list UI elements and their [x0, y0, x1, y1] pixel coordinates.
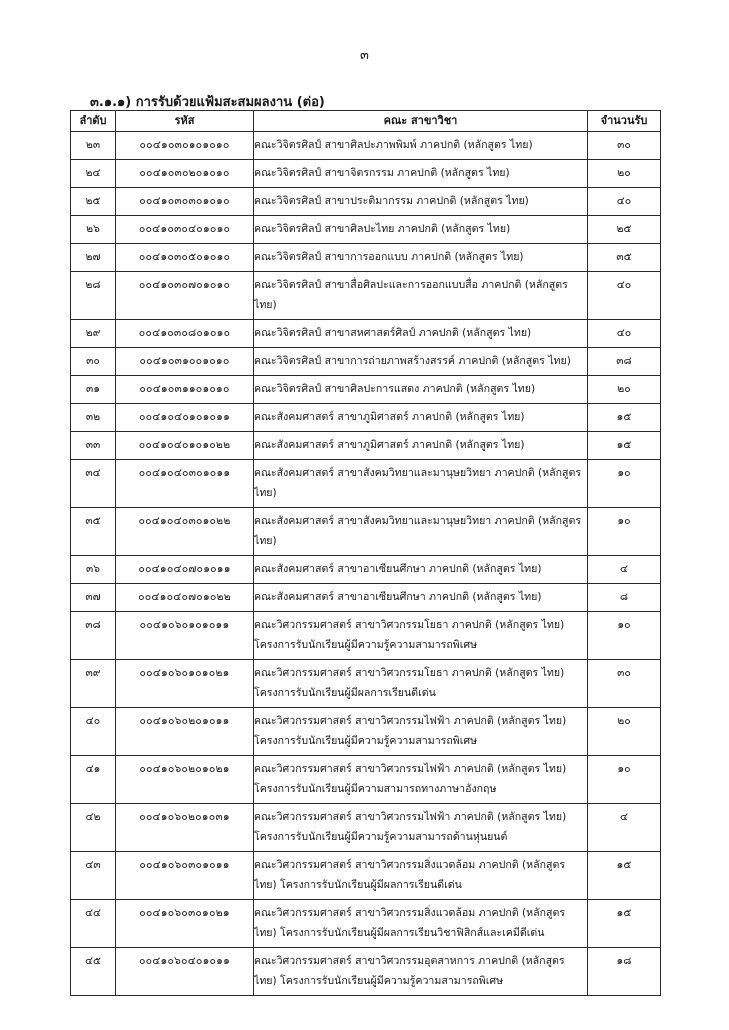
table-row: [71, 272, 661, 320]
row-code: ๐๐๔๑๐๓๐๕๐๑๐๑๐: [116, 244, 254, 272]
row-code: ๐๐๔๑๐๔๐๗๐๑๐๑๑: [116, 556, 254, 584]
row-sequence: ๔๓: [71, 852, 116, 900]
table-row: [71, 432, 661, 460]
table-row: [71, 348, 661, 376]
row-sequence: ๓๘: [71, 612, 116, 660]
row-code: ๐๐๔๑๐๓๑๑๐๑๐๑๐: [116, 376, 254, 404]
row-sequence: ๓๕: [71, 508, 116, 556]
table-row: [71, 320, 661, 348]
admission-table: [70, 110, 661, 996]
row-admission-count: ๒๐: [588, 708, 661, 756]
row-admission-count: ๑๕: [588, 432, 661, 460]
header-faculty-major: คณะ สาขาวิชา: [254, 111, 588, 132]
table-row: [71, 160, 661, 188]
row-sequence: ๒๙: [71, 320, 116, 348]
row-admission-count: ๑๐: [588, 508, 661, 556]
row-code: ๐๐๔๑๐๔๐๓๐๑๐๑๑: [116, 460, 254, 508]
row-faculty-major: คณะวิศวกรรมศาสตร์ สาขาวิศวกรรมโยธา ภาคปกติ (หลักสูตร ไทย) โครงการรับนักเรียนผู้มีผลการเรียนดีเด่น: [254, 660, 588, 708]
row-code: ๐๐๔๑๐๖๐๒๐๑๐๒๑: [116, 756, 254, 804]
row-faculty-major: คณะวิศวกรรมศาสตร์ สาขาวิศวกรรมไฟฟ้า ภาคปกติ (หลักสูตร ไทย) โครงการรับนักเรียนผู้มีความสามารถทางภาษาอังกฤษ: [254, 756, 588, 804]
table-row: [71, 216, 661, 244]
row-faculty-major: คณะวิจิตรศิลป์ สาขาประติมากรรม ภาคปกติ (หลักสูตร ไทย): [254, 188, 588, 216]
row-sequence: ๓๒: [71, 404, 116, 432]
table-row: [71, 188, 661, 216]
row-admission-count: ๓๐: [588, 132, 661, 160]
table-body: [71, 132, 661, 996]
row-sequence: ๒๗: [71, 244, 116, 272]
table-row: [71, 756, 661, 804]
row-code: ๐๐๔๑๐๓๐๘๐๑๐๑๐: [116, 320, 254, 348]
row-admission-count: ๑๕: [588, 900, 661, 948]
row-admission-count: ๑๕: [588, 852, 661, 900]
row-code: ๐๐๔๑๐๔๐๓๐๑๐๒๒: [116, 508, 254, 556]
row-faculty-major: คณะวิจิตรศิลป์ สาขาศิลปะภาพพิมพ์ ภาคปกติ (หลักสูตร ไทย): [254, 132, 588, 160]
row-admission-count: ๒๐: [588, 376, 661, 404]
row-code: ๐๐๔๑๐๖๐๓๐๑๐๒๑: [116, 900, 254, 948]
table-row: [71, 556, 661, 584]
row-admission-count: ๑๐: [588, 460, 661, 508]
row-sequence: ๓๔: [71, 460, 116, 508]
row-sequence: ๓๖: [71, 556, 116, 584]
table-row: [71, 132, 661, 160]
row-sequence: ๓๗: [71, 584, 116, 612]
table-row: [71, 460, 661, 508]
row-code: ๐๐๔๑๐๖๐๓๐๑๐๑๑: [116, 852, 254, 900]
row-admission-count: ๑๕: [588, 404, 661, 432]
row-code: ๐๐๔๑๐๓๑๐๐๑๐๑๐: [116, 348, 254, 376]
row-faculty-major: คณะวิศวกรรมศาสตร์ สาขาวิศวกรรมสิ่งแวดล้อม ภาคปกติ (หลักสูตร ไทย) โครงการรับนักเรียนผู้มีผลการเรียนวิชาฟิสิกส์และเคมีดีเด่น: [254, 900, 588, 948]
row-faculty-major: คณะวิจิตรศิลป์ สาขาจิตรกรรม ภาคปกติ (หลักสูตร ไทย): [254, 160, 588, 188]
row-code: ๐๐๔๑๐๖๐๒๐๑๐๑๑: [116, 708, 254, 756]
row-code: ๐๐๔๑๐๖๐๑๐๑๐๒๑: [116, 660, 254, 708]
row-code: ๐๐๔๑๐๓๐๔๐๑๐๑๐: [116, 216, 254, 244]
row-code: ๐๐๔๑๐๔๐๗๐๑๐๒๒: [116, 584, 254, 612]
row-faculty-major: คณะวิจิตรศิลป์ สาขาสหศาสตร์ศิลป์ ภาคปกติ (หลักสูตร ไทย): [254, 320, 588, 348]
row-admission-count: ๑๐: [588, 612, 661, 660]
row-faculty-major: คณะวิจิตรศิลป์ สาขาศิลปะไทย ภาคปกติ (หลักสูตร ไทย): [254, 216, 588, 244]
row-code: ๐๐๔๑๐๔๐๑๐๑๐๑๑: [116, 404, 254, 432]
row-sequence: ๒๓: [71, 132, 116, 160]
row-sequence: ๔๒: [71, 804, 116, 852]
row-admission-count: ๑๐: [588, 756, 661, 804]
row-faculty-major: คณะวิศวกรรมศาสตร์ สาขาวิศวกรรมไฟฟ้า ภาคปกติ (หลักสูตร ไทย) โครงการรับนักเรียนผู้มีความรู้ความสามารถพิเศษ: [254, 708, 588, 756]
row-sequence: ๔๑: [71, 756, 116, 804]
row-sequence: ๔๕: [71, 948, 116, 996]
row-admission-count: ๓๐: [588, 660, 661, 708]
row-code: ๐๐๔๑๐๓๐๒๐๑๐๑๐: [116, 160, 254, 188]
table-header: [71, 111, 661, 132]
row-faculty-major: คณะสังคมศาสตร์ สาขาภูมิศาสตร์ ภาคปกติ (หลักสูตร ไทย): [254, 432, 588, 460]
row-sequence: ๒๔: [71, 160, 116, 188]
row-sequence: ๔๔: [71, 900, 116, 948]
row-faculty-major: คณะสังคมศาสตร์ สาขาภูมิศาสตร์ ภาคปกติ (หลักสูตร ไทย): [254, 404, 588, 432]
table-row: [71, 708, 661, 756]
row-sequence: ๒๕: [71, 188, 116, 216]
header-code: รหัส: [116, 111, 254, 132]
row-code: ๐๐๔๑๐๖๐๔๐๑๐๑๑: [116, 948, 254, 996]
table-row: [71, 900, 661, 948]
table-row: [71, 404, 661, 432]
row-code: ๐๐๔๑๐๓๐๑๐๑๐๑๐: [116, 132, 254, 160]
row-admission-count: ๒๕: [588, 216, 661, 244]
row-faculty-major: คณะสังคมศาสตร์ สาขาสังคมวิทยาและมานุษยวิทยา ภาคปกติ (หลักสูตร ไทย): [254, 460, 588, 508]
table-row: [71, 804, 661, 852]
section-title: ๓.๑.๑) การรับด้วยแฟ้มสะสมผลงาน (ต่อ): [90, 95, 325, 110]
row-faculty-major: คณะวิศวกรรมศาสตร์ สาขาวิศวกรรมสิ่งแวดล้อม ภาคปกติ (หลักสูตร ไทย) โครงการรับนักเรียนผู้มีผลการเรียนดีเด่น: [254, 852, 588, 900]
page-number: ๓: [360, 48, 369, 63]
row-faculty-major: คณะวิจิตรศิลป์ สาขาการถ่ายภาพสร้างสรรค์ ภาคปกติ (หลักสูตร ไทย): [254, 348, 588, 376]
row-code: ๐๐๔๑๐๔๐๑๐๑๐๒๒: [116, 432, 254, 460]
row-faculty-major: คณะวิศวกรรมศาสตร์ สาขาวิศวกรรมโยธา ภาคปกติ (หลักสูตร ไทย) โครงการรับนักเรียนผู้มีความรู้ความสามารถพิเศษ: [254, 612, 588, 660]
row-admission-count: ๔: [588, 804, 661, 852]
row-sequence: ๓๑: [71, 376, 116, 404]
row-sequence: ๓๐: [71, 348, 116, 376]
table-row: [71, 660, 661, 708]
row-sequence: ๓๙: [71, 660, 116, 708]
header-sequence: ลำดับ: [71, 111, 116, 132]
row-faculty-major: คณะวิจิตรศิลป์ สาขาการออกแบบ ภาคปกติ (หลักสูตร ไทย): [254, 244, 588, 272]
row-admission-count: ๔๐: [588, 320, 661, 348]
row-sequence: ๓๓: [71, 432, 116, 460]
table-row: [71, 948, 661, 996]
table-row: [71, 244, 661, 272]
row-code: ๐๐๔๑๐๖๐๒๐๑๐๓๑: [116, 804, 254, 852]
row-faculty-major: คณะสังคมศาสตร์ สาขาอาเซียนศึกษา ภาคปกติ (หลักสูตร ไทย): [254, 584, 588, 612]
row-faculty-major: คณะวิศวกรรมศาสตร์ สาขาวิศวกรรมไฟฟ้า ภาคปกติ (หลักสูตร ไทย) โครงการรับนักเรียนผู้มีความรู้ความสามารถด้านหุ่นยนต์: [254, 804, 588, 852]
row-admission-count: ๔๐: [588, 272, 661, 320]
row-admission-count: ๔๐: [588, 188, 661, 216]
row-admission-count: ๑๘: [588, 948, 661, 996]
table-row: [71, 376, 661, 404]
row-admission-count: ๓๘: [588, 348, 661, 376]
row-sequence: ๒๘: [71, 272, 116, 320]
header-row: [71, 111, 661, 132]
row-faculty-major: คณะวิจิตรศิลป์ สาขาศิลปะการแสดง ภาคปกติ (หลักสูตร ไทย): [254, 376, 588, 404]
table-row: [71, 508, 661, 556]
row-admission-count: ๘: [588, 584, 661, 612]
row-code: ๐๐๔๑๐๓๐๓๐๑๐๑๐: [116, 188, 254, 216]
row-code: ๐๐๔๑๐๓๐๗๐๑๐๑๐: [116, 272, 254, 320]
row-faculty-major: คณะวิศวกรรมศาสตร์ สาขาวิศวกรรมอุตสาหการ ภาคปกติ (หลักสูตร ไทย) โครงการรับนักเรียนผู้มีความรู้ความสามารถพิเศษ: [254, 948, 588, 996]
row-faculty-major: คณะสังคมศาสตร์ สาขาอาเซียนศึกษา ภาคปกติ (หลักสูตร ไทย): [254, 556, 588, 584]
row-admission-count: ๓๕: [588, 244, 661, 272]
row-faculty-major: คณะวิจิตรศิลป์ สาขาสื่อศิลปะและการออกแบบสื่อ ภาคปกติ (หลักสูตร ไทย): [254, 272, 588, 320]
table-row: [71, 852, 661, 900]
row-sequence: ๔๐: [71, 708, 116, 756]
row-code: ๐๐๔๑๐๖๐๑๐๑๐๑๑: [116, 612, 254, 660]
row-sequence: ๒๖: [71, 216, 116, 244]
table-row: [71, 612, 661, 660]
row-admission-count: ๒๐: [588, 160, 661, 188]
row-faculty-major: คณะสังคมศาสตร์ สาขาสังคมวิทยาและมานุษยวิทยา ภาคปกติ (หลักสูตร ไทย): [254, 508, 588, 556]
table-row: [71, 584, 661, 612]
header-admission-count: จำนวนรับ: [588, 111, 661, 132]
row-admission-count: ๔: [588, 556, 661, 584]
